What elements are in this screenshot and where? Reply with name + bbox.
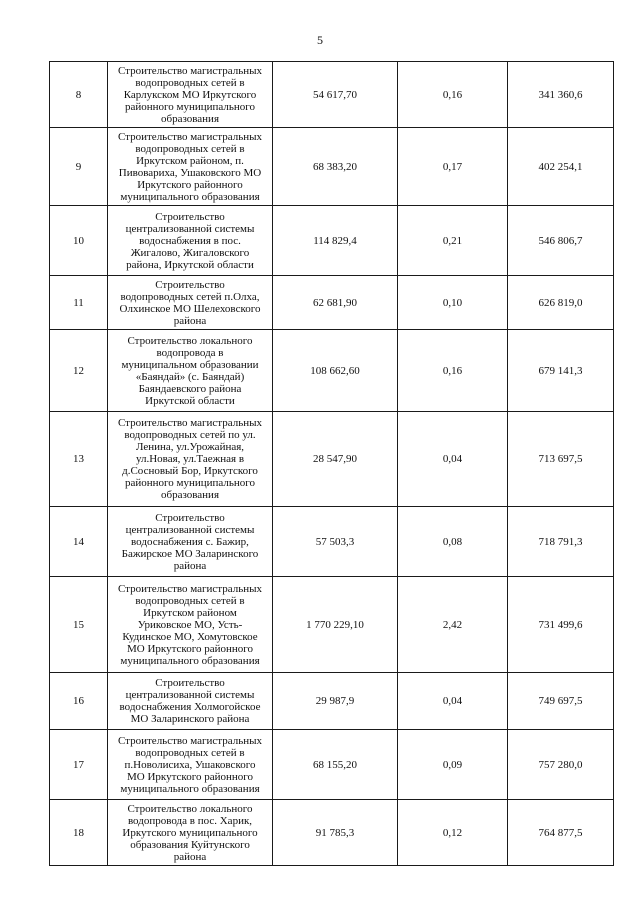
- row-number-cell: 9: [50, 128, 108, 206]
- project-name-line: Баяндаевского района: [138, 382, 242, 395]
- cost-cell: 62 681,90: [273, 276, 398, 330]
- share-cell: 0,21: [398, 206, 508, 276]
- project-name-line: МО Иркутского районного: [127, 642, 253, 655]
- share-cell: 0,04: [398, 673, 508, 730]
- total-cell: 341 360,6: [508, 62, 614, 128]
- row-number-cell: 17: [50, 730, 108, 800]
- row-number-cell: 13: [50, 412, 108, 507]
- project-name-line: водопровода в: [156, 346, 224, 359]
- project-name-cell: [108, 577, 273, 673]
- project-name-line: района, Иркутской области: [126, 258, 254, 271]
- table-row: [50, 577, 614, 673]
- project-name-line: централизованной системы: [125, 689, 255, 701]
- cost-cell: 28 547,90: [273, 412, 398, 507]
- table-row: [50, 673, 614, 730]
- project-name-cell: [108, 507, 273, 577]
- project-name-cell: [108, 673, 273, 730]
- project-name-line: водопроводных сетей в: [135, 142, 245, 155]
- project-name-line: Иркутском районом: [143, 606, 237, 619]
- project-name-line: Строительство: [155, 210, 225, 223]
- row-number-cell: 18: [50, 800, 108, 866]
- row-number-cell: 12: [50, 330, 108, 412]
- total-cell: 546 806,7: [508, 206, 614, 276]
- project-name-line: муниципального образования: [120, 190, 260, 203]
- project-name-line: Строительство локального: [127, 334, 253, 347]
- share-cell: 0,16: [398, 62, 508, 128]
- project-name-cell: [108, 412, 273, 507]
- table-row: [50, 730, 614, 800]
- project-name-line: Строительство: [155, 677, 225, 689]
- project-name-line: образования Куйтунского: [130, 838, 250, 851]
- share-cell: 0,16: [398, 330, 508, 412]
- project-name-line: водопроводных сетей в: [135, 76, 245, 89]
- project-name-line: централизованной системы: [125, 523, 255, 536]
- total-cell: 713 697,5: [508, 412, 614, 507]
- project-name-line: ул.Новая, ул.Таежная в: [135, 453, 245, 465]
- cost-cell: 54 617,70: [273, 62, 398, 128]
- project-name-line: д.Сосновый Бор, Иркутского: [122, 465, 258, 477]
- project-name-line: Иркутском районом, п.: [136, 154, 244, 167]
- table-row: [50, 800, 614, 866]
- total-cell: 731 499,6: [508, 577, 614, 673]
- project-name-line: МО Иркутского районного: [127, 770, 253, 783]
- project-name-line: Пивовариха, Ушаковского МО: [118, 166, 262, 179]
- project-name-line: МО Заларинского района: [130, 713, 250, 725]
- project-name-line: Иркутского муниципального: [122, 826, 258, 839]
- row-number-cell: 8: [50, 62, 108, 128]
- table-row: [50, 62, 614, 128]
- cost-cell: 108 662,60: [273, 330, 398, 412]
- project-name-line: районного муниципального: [124, 477, 256, 489]
- project-name-line: Кудинское МО, Хомутовское: [122, 630, 258, 643]
- project-name-line: водопровода в пос. Харик,: [127, 814, 253, 827]
- cost-cell: 68 383,20: [273, 128, 398, 206]
- project-name-cell: [108, 276, 273, 330]
- project-name-line: Уриковское МО, Усть-: [137, 618, 243, 631]
- table-row: [50, 330, 614, 412]
- project-name-line: водоснабжения Холмогойское: [119, 701, 261, 713]
- total-cell: 749 697,5: [508, 673, 614, 730]
- project-name-line: водопроводных сетей в: [135, 594, 245, 607]
- table-row: [50, 206, 614, 276]
- project-name-line: водоснабжения с. Бажир,: [131, 535, 249, 548]
- project-name-line: Бажирское МО Заларинского: [121, 547, 259, 560]
- project-name-line: Строительство магистральных: [117, 130, 263, 143]
- project-name-line: Олхинское МО Шелеховского: [119, 302, 261, 315]
- cost-cell: 57 503,3: [273, 507, 398, 577]
- row-number-cell: 14: [50, 507, 108, 577]
- total-cell: 757 280,0: [508, 730, 614, 800]
- project-name-line: централизованной системы: [125, 222, 255, 235]
- project-name-line: Жигалово, Жигаловского: [130, 246, 250, 259]
- row-number-cell: 11: [50, 276, 108, 330]
- table-row: [50, 276, 614, 330]
- share-cell: 0,12: [398, 800, 508, 866]
- project-name-line: районного муниципального: [124, 100, 256, 113]
- share-cell: 0,04: [398, 412, 508, 507]
- project-name-cell: [108, 206, 273, 276]
- row-number-cell: 10: [50, 206, 108, 276]
- total-cell: 764 877,5: [508, 800, 614, 866]
- project-name-line: Строительство магистральных: [117, 64, 263, 77]
- project-name-line: водопроводных сетей по ул.: [124, 429, 256, 441]
- cost-cell: 1 770 229,10: [273, 577, 398, 673]
- project-name-line: района: [173, 559, 207, 572]
- project-name-line: водоснабжения в пос.: [139, 234, 241, 247]
- projects-table: [49, 61, 614, 866]
- row-number-cell: 16: [50, 673, 108, 730]
- project-name-line: образования: [160, 489, 220, 501]
- project-name-cell: [108, 800, 273, 866]
- project-name-line: Строительство: [155, 511, 225, 524]
- project-name-line: Иркутского районного: [137, 178, 243, 191]
- project-name-line: Строительство: [155, 278, 225, 291]
- project-name-line: водопроводных сетей п.Олха,: [120, 290, 260, 303]
- cost-cell: 114 829,4: [273, 206, 398, 276]
- project-name-line: Ленина, ул.Урожайная,: [135, 441, 245, 453]
- table-body: [50, 62, 614, 866]
- table-row: [50, 128, 614, 206]
- row-number-cell: 15: [50, 577, 108, 673]
- cost-cell: 29 987,9: [273, 673, 398, 730]
- table-row: [50, 507, 614, 577]
- cost-cell: 91 785,3: [273, 800, 398, 866]
- project-name-line: Строительство магистральных: [117, 582, 263, 595]
- project-name-line: Строительство локального: [127, 802, 253, 815]
- share-cell: 0,09: [398, 730, 508, 800]
- project-name-line: Иркутской области: [145, 394, 235, 407]
- project-name-line: муниципальном образовании: [121, 358, 259, 371]
- project-name-line: Карлукском МО Иркутского: [123, 88, 257, 101]
- share-cell: 0,08: [398, 507, 508, 577]
- project-name-line: района: [173, 850, 207, 863]
- project-name-line: Строительство магистральных: [117, 734, 263, 747]
- total-cell: 626 819,0: [508, 276, 614, 330]
- page-number: 5: [317, 33, 323, 47]
- project-name-line: водопроводных сетей в: [135, 746, 245, 759]
- project-name-line: муниципального образования: [120, 654, 260, 667]
- project-name-line: «Баяндай» (с. Баяндай): [135, 370, 245, 383]
- project-name-cell: [108, 128, 273, 206]
- project-name-line: Строительство магистральных: [117, 417, 263, 429]
- share-cell: 2,42: [398, 577, 508, 673]
- project-name-line: района: [173, 314, 207, 327]
- cost-cell: 68 155,20: [273, 730, 398, 800]
- share-cell: 0,17: [398, 128, 508, 206]
- project-name-cell: [108, 62, 273, 128]
- project-name-line: п.Новолисиха, Ушаковского: [124, 758, 256, 771]
- project-name-line: муниципального образования: [120, 782, 260, 795]
- project-name-cell: [108, 330, 273, 412]
- project-name-cell: [108, 730, 273, 800]
- total-cell: 679 141,3: [508, 330, 614, 412]
- project-name-line: образования: [160, 112, 220, 125]
- share-cell: 0,10: [398, 276, 508, 330]
- total-cell: 402 254,1: [508, 128, 614, 206]
- table-row: [50, 412, 614, 507]
- total-cell: 718 791,3: [508, 507, 614, 577]
